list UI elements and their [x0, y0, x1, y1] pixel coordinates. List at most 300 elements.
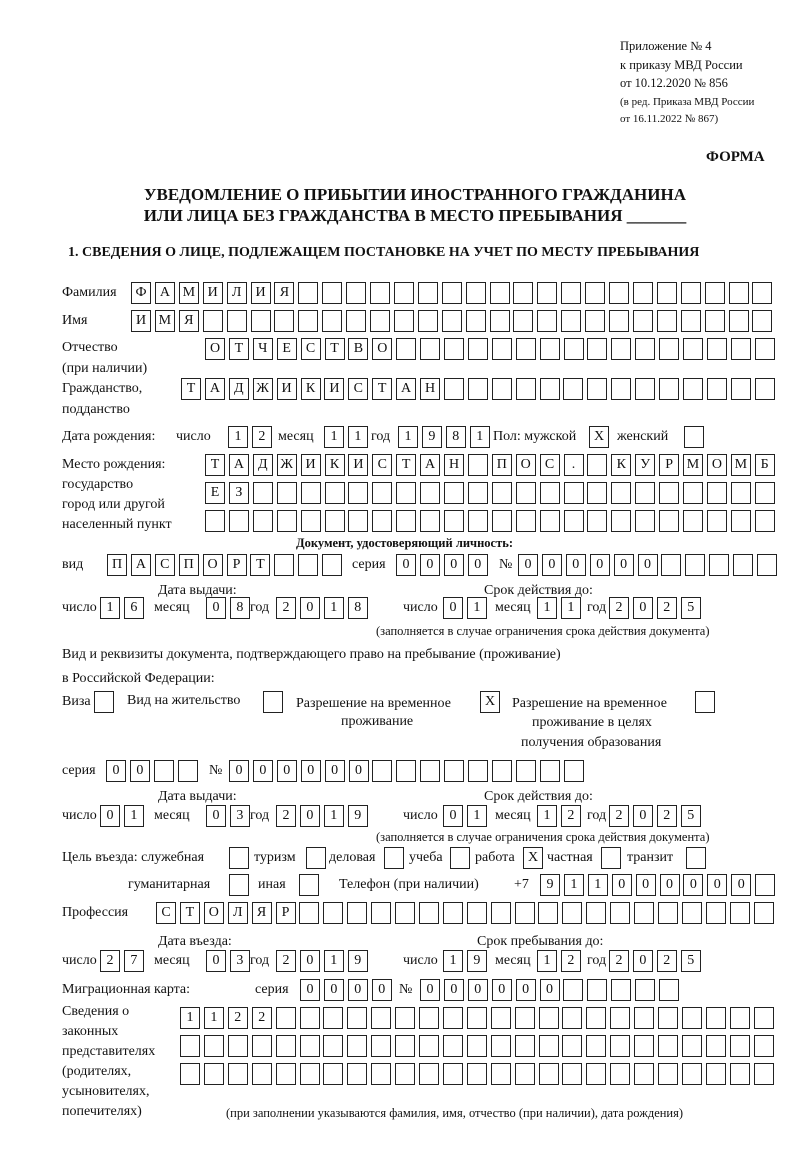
char-cell[interactable]: [705, 282, 725, 304]
char-cell[interactable]: [707, 338, 727, 360]
char-cell[interactable]: [611, 338, 631, 360]
char-cell[interactable]: [263, 691, 283, 713]
char-cell[interactable]: [253, 510, 273, 532]
char-cell[interactable]: [491, 1063, 511, 1085]
char-cell[interactable]: 0: [633, 950, 653, 972]
char-cell[interactable]: [634, 902, 654, 924]
char-cell[interactable]: О: [516, 454, 536, 476]
char-cell[interactable]: [564, 338, 584, 360]
char-cell[interactable]: Е: [277, 338, 297, 360]
char-cell[interactable]: [347, 1063, 367, 1085]
char-cell[interactable]: [252, 1063, 272, 1085]
char-cell[interactable]: [299, 902, 319, 924]
char-cell[interactable]: 0: [277, 760, 297, 782]
char-cell[interactable]: [274, 554, 294, 576]
char-cell[interactable]: [491, 902, 511, 924]
char-cell[interactable]: Ж: [277, 454, 297, 476]
char-cell[interactable]: 1: [324, 950, 344, 972]
char-cell[interactable]: 9: [540, 874, 560, 896]
char-cell[interactable]: [372, 482, 392, 504]
char-cell[interactable]: [396, 338, 416, 360]
char-cell[interactable]: 1: [348, 426, 368, 448]
char-cell[interactable]: Т: [372, 378, 392, 400]
char-cell[interactable]: [394, 282, 414, 304]
char-cell[interactable]: [468, 482, 488, 504]
char-cell[interactable]: X: [589, 426, 609, 448]
char-cell[interactable]: С: [301, 338, 321, 360]
char-cell[interactable]: [658, 902, 678, 924]
char-cell[interactable]: [371, 1035, 391, 1057]
char-cell[interactable]: [610, 1007, 630, 1029]
char-cell[interactable]: [539, 1063, 559, 1085]
char-cell[interactable]: [634, 1063, 654, 1085]
char-cell[interactable]: 1: [100, 597, 120, 619]
char-cell[interactable]: 0: [420, 554, 440, 576]
char-cell[interactable]: 0: [106, 760, 126, 782]
char-cell[interactable]: 0: [731, 874, 751, 896]
char-cell[interactable]: [276, 1063, 296, 1085]
char-cell[interactable]: [444, 510, 464, 532]
char-cell[interactable]: [754, 1063, 774, 1085]
char-cell[interactable]: 1: [467, 805, 487, 827]
char-cell[interactable]: Т: [325, 338, 345, 360]
char-cell[interactable]: П: [179, 554, 199, 576]
char-cell[interactable]: 0: [444, 554, 464, 576]
char-cell[interactable]: [420, 510, 440, 532]
char-cell[interactable]: 0: [614, 554, 634, 576]
char-cell[interactable]: 0: [638, 554, 658, 576]
char-cell[interactable]: [754, 902, 774, 924]
char-cell[interactable]: [347, 1035, 367, 1057]
char-cell[interactable]: [635, 979, 655, 1001]
char-cell[interactable]: В: [348, 338, 368, 360]
char-cell[interactable]: [731, 338, 751, 360]
char-cell[interactable]: 2: [657, 950, 677, 972]
char-cell[interactable]: [203, 310, 223, 332]
char-cell[interactable]: 0: [300, 597, 320, 619]
char-cell[interactable]: [611, 482, 631, 504]
char-cell[interactable]: [467, 1035, 487, 1057]
char-cell[interactable]: [323, 1035, 343, 1057]
char-cell[interactable]: [516, 378, 536, 400]
char-cell[interactable]: [466, 310, 486, 332]
char-cell[interactable]: А: [229, 454, 249, 476]
char-cell[interactable]: 8: [348, 597, 368, 619]
char-cell[interactable]: [681, 282, 701, 304]
char-cell[interactable]: [468, 378, 488, 400]
char-cell[interactable]: С: [155, 554, 175, 576]
char-cell[interactable]: [180, 1063, 200, 1085]
char-cell[interactable]: [370, 282, 390, 304]
char-cell[interactable]: [586, 902, 606, 924]
char-cell[interactable]: [515, 1035, 535, 1057]
char-cell[interactable]: 0: [420, 979, 440, 1001]
char-cell[interactable]: [396, 760, 416, 782]
char-cell[interactable]: 2: [609, 805, 629, 827]
char-cell[interactable]: [601, 847, 621, 869]
char-cell[interactable]: [395, 1035, 415, 1057]
char-cell[interactable]: [300, 1063, 320, 1085]
char-cell[interactable]: А: [155, 282, 175, 304]
char-cell[interactable]: 2: [276, 805, 296, 827]
char-cell[interactable]: [706, 902, 726, 924]
char-cell[interactable]: [635, 482, 655, 504]
char-cell[interactable]: [686, 847, 706, 869]
char-cell[interactable]: [442, 310, 462, 332]
char-cell[interactable]: [419, 1035, 439, 1057]
char-cell[interactable]: 0: [349, 760, 369, 782]
char-cell[interactable]: [539, 1035, 559, 1057]
char-cell[interactable]: [684, 426, 704, 448]
char-cell[interactable]: .: [564, 454, 584, 476]
char-cell[interactable]: [730, 1063, 750, 1085]
char-cell[interactable]: И: [251, 282, 271, 304]
char-cell[interactable]: [515, 1063, 535, 1085]
char-cell[interactable]: 1: [537, 805, 557, 827]
char-cell[interactable]: [540, 378, 560, 400]
char-cell[interactable]: [468, 760, 488, 782]
char-cell[interactable]: [755, 378, 775, 400]
char-cell[interactable]: [538, 902, 558, 924]
char-cell[interactable]: 1: [443, 950, 463, 972]
char-cell[interactable]: [396, 482, 416, 504]
char-cell[interactable]: 2: [276, 597, 296, 619]
char-cell[interactable]: [610, 1035, 630, 1057]
char-cell[interactable]: [635, 338, 655, 360]
char-cell[interactable]: [467, 902, 487, 924]
char-cell[interactable]: [491, 1035, 511, 1057]
char-cell[interactable]: [707, 482, 727, 504]
char-cell[interactable]: [444, 378, 464, 400]
char-cell[interactable]: [371, 1063, 391, 1085]
char-cell[interactable]: 3: [230, 950, 250, 972]
char-cell[interactable]: 2: [609, 950, 629, 972]
char-cell[interactable]: [322, 554, 342, 576]
char-cell[interactable]: Ч: [253, 338, 273, 360]
char-cell[interactable]: Т: [396, 454, 416, 476]
char-cell[interactable]: [657, 310, 677, 332]
char-cell[interactable]: [468, 510, 488, 532]
char-cell[interactable]: [204, 1035, 224, 1057]
char-cell[interactable]: [682, 1007, 702, 1029]
char-cell[interactable]: [419, 1063, 439, 1085]
char-cell[interactable]: [274, 310, 294, 332]
char-cell[interactable]: [561, 282, 581, 304]
char-cell[interactable]: [563, 979, 583, 1001]
char-cell[interactable]: [561, 310, 581, 332]
char-cell[interactable]: [300, 1035, 320, 1057]
char-cell[interactable]: 5: [681, 597, 701, 619]
char-cell[interactable]: [755, 482, 775, 504]
char-cell[interactable]: [419, 902, 439, 924]
char-cell[interactable]: Р: [276, 902, 296, 924]
char-cell[interactable]: [729, 282, 749, 304]
char-cell[interactable]: [515, 902, 535, 924]
char-cell[interactable]: [443, 1035, 463, 1057]
char-cell[interactable]: 1: [324, 597, 344, 619]
char-cell[interactable]: [537, 282, 557, 304]
char-cell[interactable]: 1: [180, 1007, 200, 1029]
char-cell[interactable]: [609, 282, 629, 304]
char-cell[interactable]: З: [229, 482, 249, 504]
char-cell[interactable]: X: [523, 847, 543, 869]
char-cell[interactable]: [610, 1063, 630, 1085]
char-cell[interactable]: [731, 482, 751, 504]
char-cell[interactable]: [682, 1035, 702, 1057]
char-cell[interactable]: [681, 310, 701, 332]
char-cell[interactable]: [539, 1007, 559, 1029]
char-cell[interactable]: [659, 378, 679, 400]
char-cell[interactable]: [227, 310, 247, 332]
char-cell[interactable]: 1: [588, 874, 608, 896]
char-cell[interactable]: [229, 510, 249, 532]
char-cell[interactable]: [587, 338, 607, 360]
char-cell[interactable]: [384, 847, 404, 869]
char-cell[interactable]: 8: [230, 597, 250, 619]
char-cell[interactable]: [301, 510, 321, 532]
char-cell[interactable]: 0: [590, 554, 610, 576]
char-cell[interactable]: [492, 338, 512, 360]
char-cell[interactable]: [729, 310, 749, 332]
char-cell[interactable]: Я: [179, 310, 199, 332]
char-cell[interactable]: [372, 760, 392, 782]
char-cell[interactable]: [563, 378, 583, 400]
char-cell[interactable]: А: [420, 454, 440, 476]
char-cell[interactable]: [540, 510, 560, 532]
char-cell[interactable]: 9: [348, 805, 368, 827]
char-cell[interactable]: 0: [542, 554, 562, 576]
char-cell[interactable]: И: [277, 378, 297, 400]
char-cell[interactable]: [228, 1035, 248, 1057]
char-cell[interactable]: С: [348, 378, 368, 400]
char-cell[interactable]: [610, 902, 630, 924]
char-cell[interactable]: [178, 760, 198, 782]
char-cell[interactable]: [754, 1035, 774, 1057]
char-cell[interactable]: 9: [467, 950, 487, 972]
char-cell[interactable]: [492, 482, 512, 504]
char-cell[interactable]: И: [348, 454, 368, 476]
char-cell[interactable]: 2: [228, 1007, 248, 1029]
char-cell[interactable]: [180, 1035, 200, 1057]
char-cell[interactable]: 0: [540, 979, 560, 1001]
char-cell[interactable]: [562, 902, 582, 924]
char-cell[interactable]: [564, 510, 584, 532]
char-cell[interactable]: [94, 691, 114, 713]
char-cell[interactable]: [633, 282, 653, 304]
char-cell[interactable]: К: [301, 378, 321, 400]
char-cell[interactable]: [420, 338, 440, 360]
char-cell[interactable]: Т: [250, 554, 270, 576]
char-cell[interactable]: [564, 482, 584, 504]
char-cell[interactable]: М: [683, 454, 703, 476]
char-cell[interactable]: [540, 482, 560, 504]
char-cell[interactable]: [204, 1063, 224, 1085]
char-cell[interactable]: [298, 282, 318, 304]
char-cell[interactable]: [443, 1063, 463, 1085]
char-cell[interactable]: Д: [229, 378, 249, 400]
char-cell[interactable]: 0: [516, 979, 536, 1001]
char-cell[interactable]: [323, 1007, 343, 1029]
char-cell[interactable]: [540, 338, 560, 360]
char-cell[interactable]: 5: [681, 805, 701, 827]
char-cell[interactable]: [634, 1035, 654, 1057]
char-cell[interactable]: О: [205, 338, 225, 360]
char-cell[interactable]: Н: [420, 378, 440, 400]
char-cell[interactable]: 0: [396, 554, 416, 576]
char-cell[interactable]: [659, 338, 679, 360]
char-cell[interactable]: 0: [443, 805, 463, 827]
char-cell[interactable]: [707, 378, 727, 400]
char-cell[interactable]: 1: [398, 426, 418, 448]
char-cell[interactable]: Д: [253, 454, 273, 476]
char-cell[interactable]: [685, 554, 705, 576]
char-cell[interactable]: [229, 874, 249, 896]
char-cell[interactable]: [661, 554, 681, 576]
char-cell[interactable]: С: [372, 454, 392, 476]
char-cell[interactable]: С: [156, 902, 176, 924]
char-cell[interactable]: 0: [566, 554, 586, 576]
char-cell[interactable]: Р: [659, 454, 679, 476]
char-cell[interactable]: [444, 760, 464, 782]
char-cell[interactable]: 0: [206, 950, 226, 972]
char-cell[interactable]: [705, 310, 725, 332]
char-cell[interactable]: [634, 1007, 654, 1029]
char-cell[interactable]: Л: [227, 282, 247, 304]
char-cell[interactable]: О: [203, 554, 223, 576]
char-cell[interactable]: [370, 310, 390, 332]
char-cell[interactable]: 0: [206, 597, 226, 619]
char-cell[interactable]: 9: [348, 950, 368, 972]
char-cell[interactable]: [587, 482, 607, 504]
char-cell[interactable]: [633, 310, 653, 332]
char-cell[interactable]: [442, 282, 462, 304]
char-cell[interactable]: М: [731, 454, 751, 476]
char-cell[interactable]: Ж: [253, 378, 273, 400]
char-cell[interactable]: 1: [467, 597, 487, 619]
char-cell[interactable]: [298, 554, 318, 576]
char-cell[interactable]: 0: [468, 979, 488, 1001]
char-cell[interactable]: [276, 1035, 296, 1057]
char-cell[interactable]: [513, 310, 533, 332]
char-cell[interactable]: 1: [470, 426, 490, 448]
char-cell[interactable]: [516, 482, 536, 504]
char-cell[interactable]: [587, 454, 607, 476]
char-cell[interactable]: Я: [274, 282, 294, 304]
char-cell[interactable]: [706, 1007, 726, 1029]
char-cell[interactable]: 3: [230, 805, 250, 827]
char-cell[interactable]: К: [611, 454, 631, 476]
char-cell[interactable]: [562, 1007, 582, 1029]
char-cell[interactable]: [323, 902, 343, 924]
char-cell[interactable]: Т: [229, 338, 249, 360]
char-cell[interactable]: 0: [633, 805, 653, 827]
char-cell[interactable]: [252, 1035, 272, 1057]
char-cell[interactable]: 0: [660, 874, 680, 896]
char-cell[interactable]: [659, 510, 679, 532]
char-cell[interactable]: [752, 282, 772, 304]
char-cell[interactable]: 0: [707, 874, 727, 896]
char-cell[interactable]: [611, 979, 631, 1001]
char-cell[interactable]: [586, 1035, 606, 1057]
char-cell[interactable]: [587, 510, 607, 532]
char-cell[interactable]: [395, 1007, 415, 1029]
char-cell[interactable]: [228, 1063, 248, 1085]
char-cell[interactable]: [683, 482, 703, 504]
char-cell[interactable]: [683, 378, 703, 400]
char-cell[interactable]: Т: [205, 454, 225, 476]
char-cell[interactable]: 2: [561, 805, 581, 827]
char-cell[interactable]: [395, 902, 415, 924]
char-cell[interactable]: [443, 902, 463, 924]
char-cell[interactable]: [515, 1007, 535, 1029]
char-cell[interactable]: 0: [324, 979, 344, 1001]
char-cell[interactable]: [586, 1063, 606, 1085]
char-cell[interactable]: Н: [444, 454, 464, 476]
char-cell[interactable]: 2: [252, 426, 272, 448]
char-cell[interactable]: [492, 378, 512, 400]
char-cell[interactable]: 0: [130, 760, 150, 782]
char-cell[interactable]: 0: [683, 874, 703, 896]
char-cell[interactable]: И: [301, 454, 321, 476]
char-cell[interactable]: Я: [252, 902, 272, 924]
char-cell[interactable]: [418, 282, 438, 304]
char-cell[interactable]: [683, 510, 703, 532]
char-cell[interactable]: [562, 1035, 582, 1057]
char-cell[interactable]: 2: [561, 950, 581, 972]
char-cell[interactable]: [443, 1007, 463, 1029]
char-cell[interactable]: Р: [227, 554, 247, 576]
char-cell[interactable]: 1: [561, 597, 581, 619]
char-cell[interactable]: [301, 482, 321, 504]
char-cell[interactable]: [513, 282, 533, 304]
char-cell[interactable]: [325, 510, 345, 532]
char-cell[interactable]: П: [107, 554, 127, 576]
char-cell[interactable]: Т: [181, 378, 201, 400]
char-cell[interactable]: [731, 510, 751, 532]
char-cell[interactable]: И: [203, 282, 223, 304]
char-cell[interactable]: [371, 902, 391, 924]
char-cell[interactable]: [322, 310, 342, 332]
char-cell[interactable]: [707, 510, 727, 532]
char-cell[interactable]: Т: [180, 902, 200, 924]
char-cell[interactable]: П: [492, 454, 512, 476]
char-cell[interactable]: [277, 482, 297, 504]
char-cell[interactable]: [348, 510, 368, 532]
char-cell[interactable]: [611, 378, 631, 400]
char-cell[interactable]: 0: [443, 597, 463, 619]
char-cell[interactable]: [395, 1063, 415, 1085]
char-cell[interactable]: [586, 1007, 606, 1029]
char-cell[interactable]: [635, 510, 655, 532]
char-cell[interactable]: 9: [422, 426, 442, 448]
char-cell[interactable]: [348, 482, 368, 504]
char-cell[interactable]: 2: [609, 597, 629, 619]
char-cell[interactable]: [492, 510, 512, 532]
char-cell[interactable]: 0: [468, 554, 488, 576]
char-cell[interactable]: 2: [657, 597, 677, 619]
char-cell[interactable]: О: [707, 454, 727, 476]
char-cell[interactable]: [372, 510, 392, 532]
char-cell[interactable]: [394, 310, 414, 332]
char-cell[interactable]: Б: [755, 454, 775, 476]
char-cell[interactable]: 1: [324, 426, 344, 448]
char-cell[interactable]: [706, 1063, 726, 1085]
char-cell[interactable]: [657, 282, 677, 304]
char-cell[interactable]: 0: [100, 805, 120, 827]
char-cell[interactable]: [730, 1007, 750, 1029]
char-cell[interactable]: [709, 554, 729, 576]
char-cell[interactable]: [609, 310, 629, 332]
